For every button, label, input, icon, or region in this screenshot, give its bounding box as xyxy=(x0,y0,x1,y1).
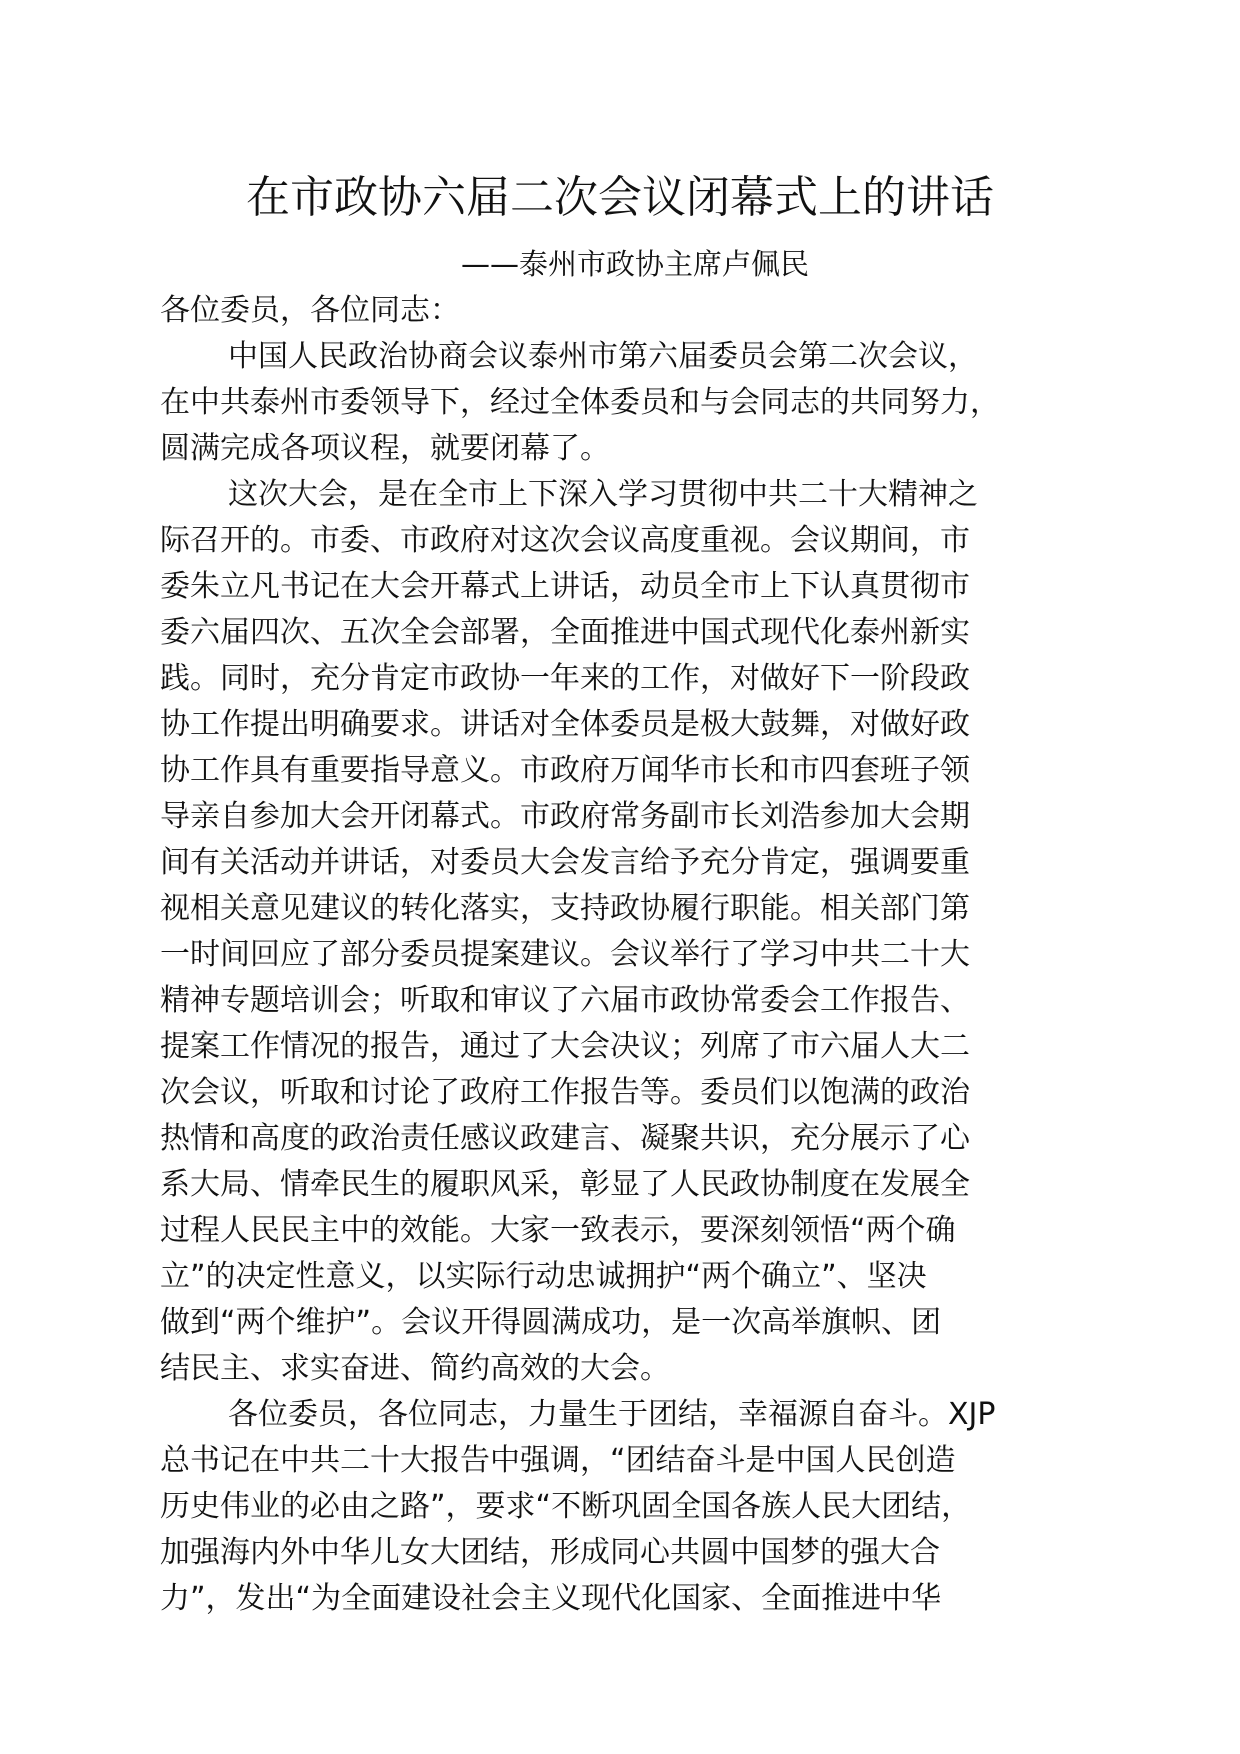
text-line: 际召开的。市委、市政府对这次会议高度重视。会议期间，市 xyxy=(160,523,970,558)
text-line: 结民主、求实奋进、简约高效的大会。 xyxy=(160,1351,670,1386)
text-line: 各位委员，各位同志，力量生于团结，幸福源自奋斗。XJP xyxy=(228,1397,996,1432)
text-line: 中国人民政治协商会议泰州市第六届委员会第二次会议， xyxy=(228,339,978,374)
text-line: 做到“两个维护”。会议开得圆满成功，是一次高举旗帜、团 xyxy=(160,1305,942,1340)
text-line: 提案工作情况的报告，通过了大会决议；列席了市六届人大二 xyxy=(160,1029,970,1064)
text-line: 加强海内外中华儿女大团结，形成同心共圆中国梦的强大合 xyxy=(160,1535,940,1570)
speaker-byline: ——泰州市政协主席卢佩民 xyxy=(460,247,809,281)
text-line: 协工作提出明确要求。讲话对全体委员是极大鼓舞，对做好政 xyxy=(160,707,970,742)
text-line: 圆满完成各项议程，就要闭幕了。 xyxy=(160,431,610,466)
text-line: 视相关意见建议的转化落实，支持政协履行职能。相关部门第 xyxy=(160,891,970,926)
text-line: 委六届四次、五次全会部署，全面推进中国式现代化泰州新实 xyxy=(160,615,970,650)
text-line: 历史伟业的必由之路”，要求“不断巩固全国各族人民大团结， xyxy=(160,1489,972,1524)
text-line: 各位委员，各位同志： xyxy=(160,293,460,328)
text-line: 热情和高度的政治责任感议政建言、凝聚共识，充分展示了心 xyxy=(160,1121,970,1156)
text-line: 导亲自参加大会开闭幕式。市政府常务副市长刘浩参加大会期 xyxy=(160,799,970,834)
text-line: 次会议，听取和讨论了政府工作报告等。委员们以饱满的政治 xyxy=(160,1075,970,1110)
text-line: 力”，发出“为全面建设社会主义现代化国家、全面推进中华 xyxy=(160,1581,942,1616)
text-line: 这次大会，是在全市上下深入学习贯彻中共二十大精神之 xyxy=(228,477,978,512)
text-line: 践。同时，充分肯定市政协一年来的工作，对做好下一阶段政 xyxy=(160,661,970,696)
text-line: 总书记在中共二十大报告中强调，“团结奋斗是中国人民创造 xyxy=(160,1443,956,1478)
text-line: 精神专题培训会；听取和审议了六届市政协常委会工作报告、 xyxy=(160,983,970,1018)
page-title: 在市政协六届二次会议闭幕式上的讲话 xyxy=(246,172,994,223)
text-line: 一时间回应了部分委员提案建议。会议举行了学习中共二十大 xyxy=(160,937,970,972)
text-line: 系大局、情牵民生的履职风采，彰显了人民政协制度在发展全 xyxy=(160,1167,970,1202)
text-line: 委朱立凡书记在大会开幕式上讲话，动员全市上下认真贯彻市 xyxy=(160,569,970,604)
text-line: 在中共泰州市委领导下，经过全体委员和与会同志的共同努力， xyxy=(160,385,1000,420)
text-line: 过程人民民主中的效能。大家一致表示，要深刻领悟“两个确 xyxy=(160,1213,956,1248)
text-line: 立”的决定性意义，以实际行动忠诚拥护“两个确立”、坚决 xyxy=(160,1259,927,1294)
text-line: 间有关活动并讲话，对委员大会发言给予充分肯定，强调要重 xyxy=(160,845,970,880)
text-line: 协工作具有重要指导意义。市政府万闻华市长和市四套班子领 xyxy=(160,753,970,788)
speech-body xyxy=(160,288,1090,1622)
